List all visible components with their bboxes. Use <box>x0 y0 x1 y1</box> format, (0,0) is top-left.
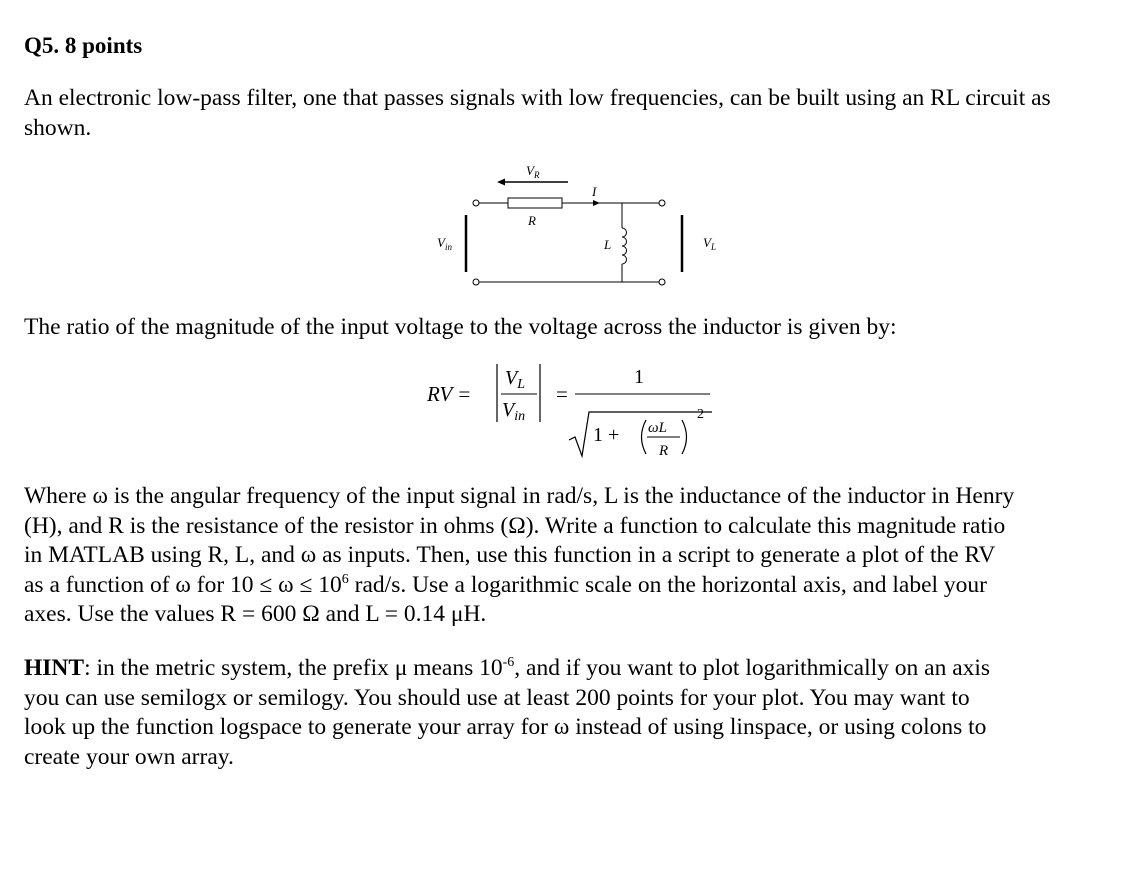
hint-line-1: HINT: in the metric system, the prefix μ means $10^{-6}$, and if you want to plot logarithmically on an axis <box>24 655 991 681</box>
where-line-1: Where ω is the angular frequency of the input signal in rad/s, L is the inductance of the inductor in Henry <box>24 483 1015 509</box>
formula-lhs: RV = <box>427 382 472 406</box>
where-line-3: in MATLAB using R, L, and ω as inputs. Then, use this function in a script to generate a plot of the RV <box>24 542 996 568</box>
paren-left <box>642 420 647 454</box>
sqrt-sign <box>569 412 712 456</box>
formula-num: $V_L$ <box>505 367 526 392</box>
formula-one-plus: 1 + <box>593 424 620 446</box>
ratio-paragraph: The ratio of the magnitude of the input voltage to the voltage across the inductor is given by: <box>24 314 897 340</box>
hint-line-3: look up the function logspace to generate your array for ω instead of using linspace, or using colons to <box>24 714 987 740</box>
where-paragraph <box>24 482 1124 630</box>
label-vin: $V_{in}$ <box>437 235 452 252</box>
label-vl: $V_L$ <box>703 235 716 252</box>
hint-paragraph <box>24 654 1124 772</box>
question-title: Q5. 8 points <box>24 33 143 58</box>
formula-r: R <box>659 443 669 459</box>
formula-den: $V_{in}$ <box>502 399 526 424</box>
formula-equals: = <box>556 382 568 406</box>
hint-line-2: you can use semilogx or semilogy. You should use at least 200 points for your plot. You may want to <box>24 684 970 711</box>
where-line-2: (H), and R is the resistance of the resistor in ohms (Ω). Write a function to calculate this magnitude ratio <box>24 512 1006 539</box>
label-vr: $V_R$ <box>526 163 540 180</box>
where-line-5: axes. Use the values R = 600 Ω and L = 0.14 μH. <box>24 601 487 627</box>
intro-paragraph: An electronic low-pass filter, one that passes signals with low frequencies, can be built using an RL circuit as shown. <box>24 85 1051 141</box>
formula-exponent: 2 <box>697 407 704 422</box>
paren-right <box>682 420 687 454</box>
hint-label: HINT <box>24 655 85 681</box>
formula-omega-l: ωL <box>648 420 667 436</box>
label-inductor: L <box>604 237 612 252</box>
label-current: I <box>592 184 597 199</box>
label-resistor: R <box>528 213 536 228</box>
hint-line-4: create your own array. <box>24 743 234 770</box>
formula-rhs-num: 1 <box>634 366 644 388</box>
where-line-4: as a function of ω for $10 \le \omega \le 10^6$ rad/s. Use a logarithmic scale on the horizontal axis, and label your <box>24 571 987 598</box>
